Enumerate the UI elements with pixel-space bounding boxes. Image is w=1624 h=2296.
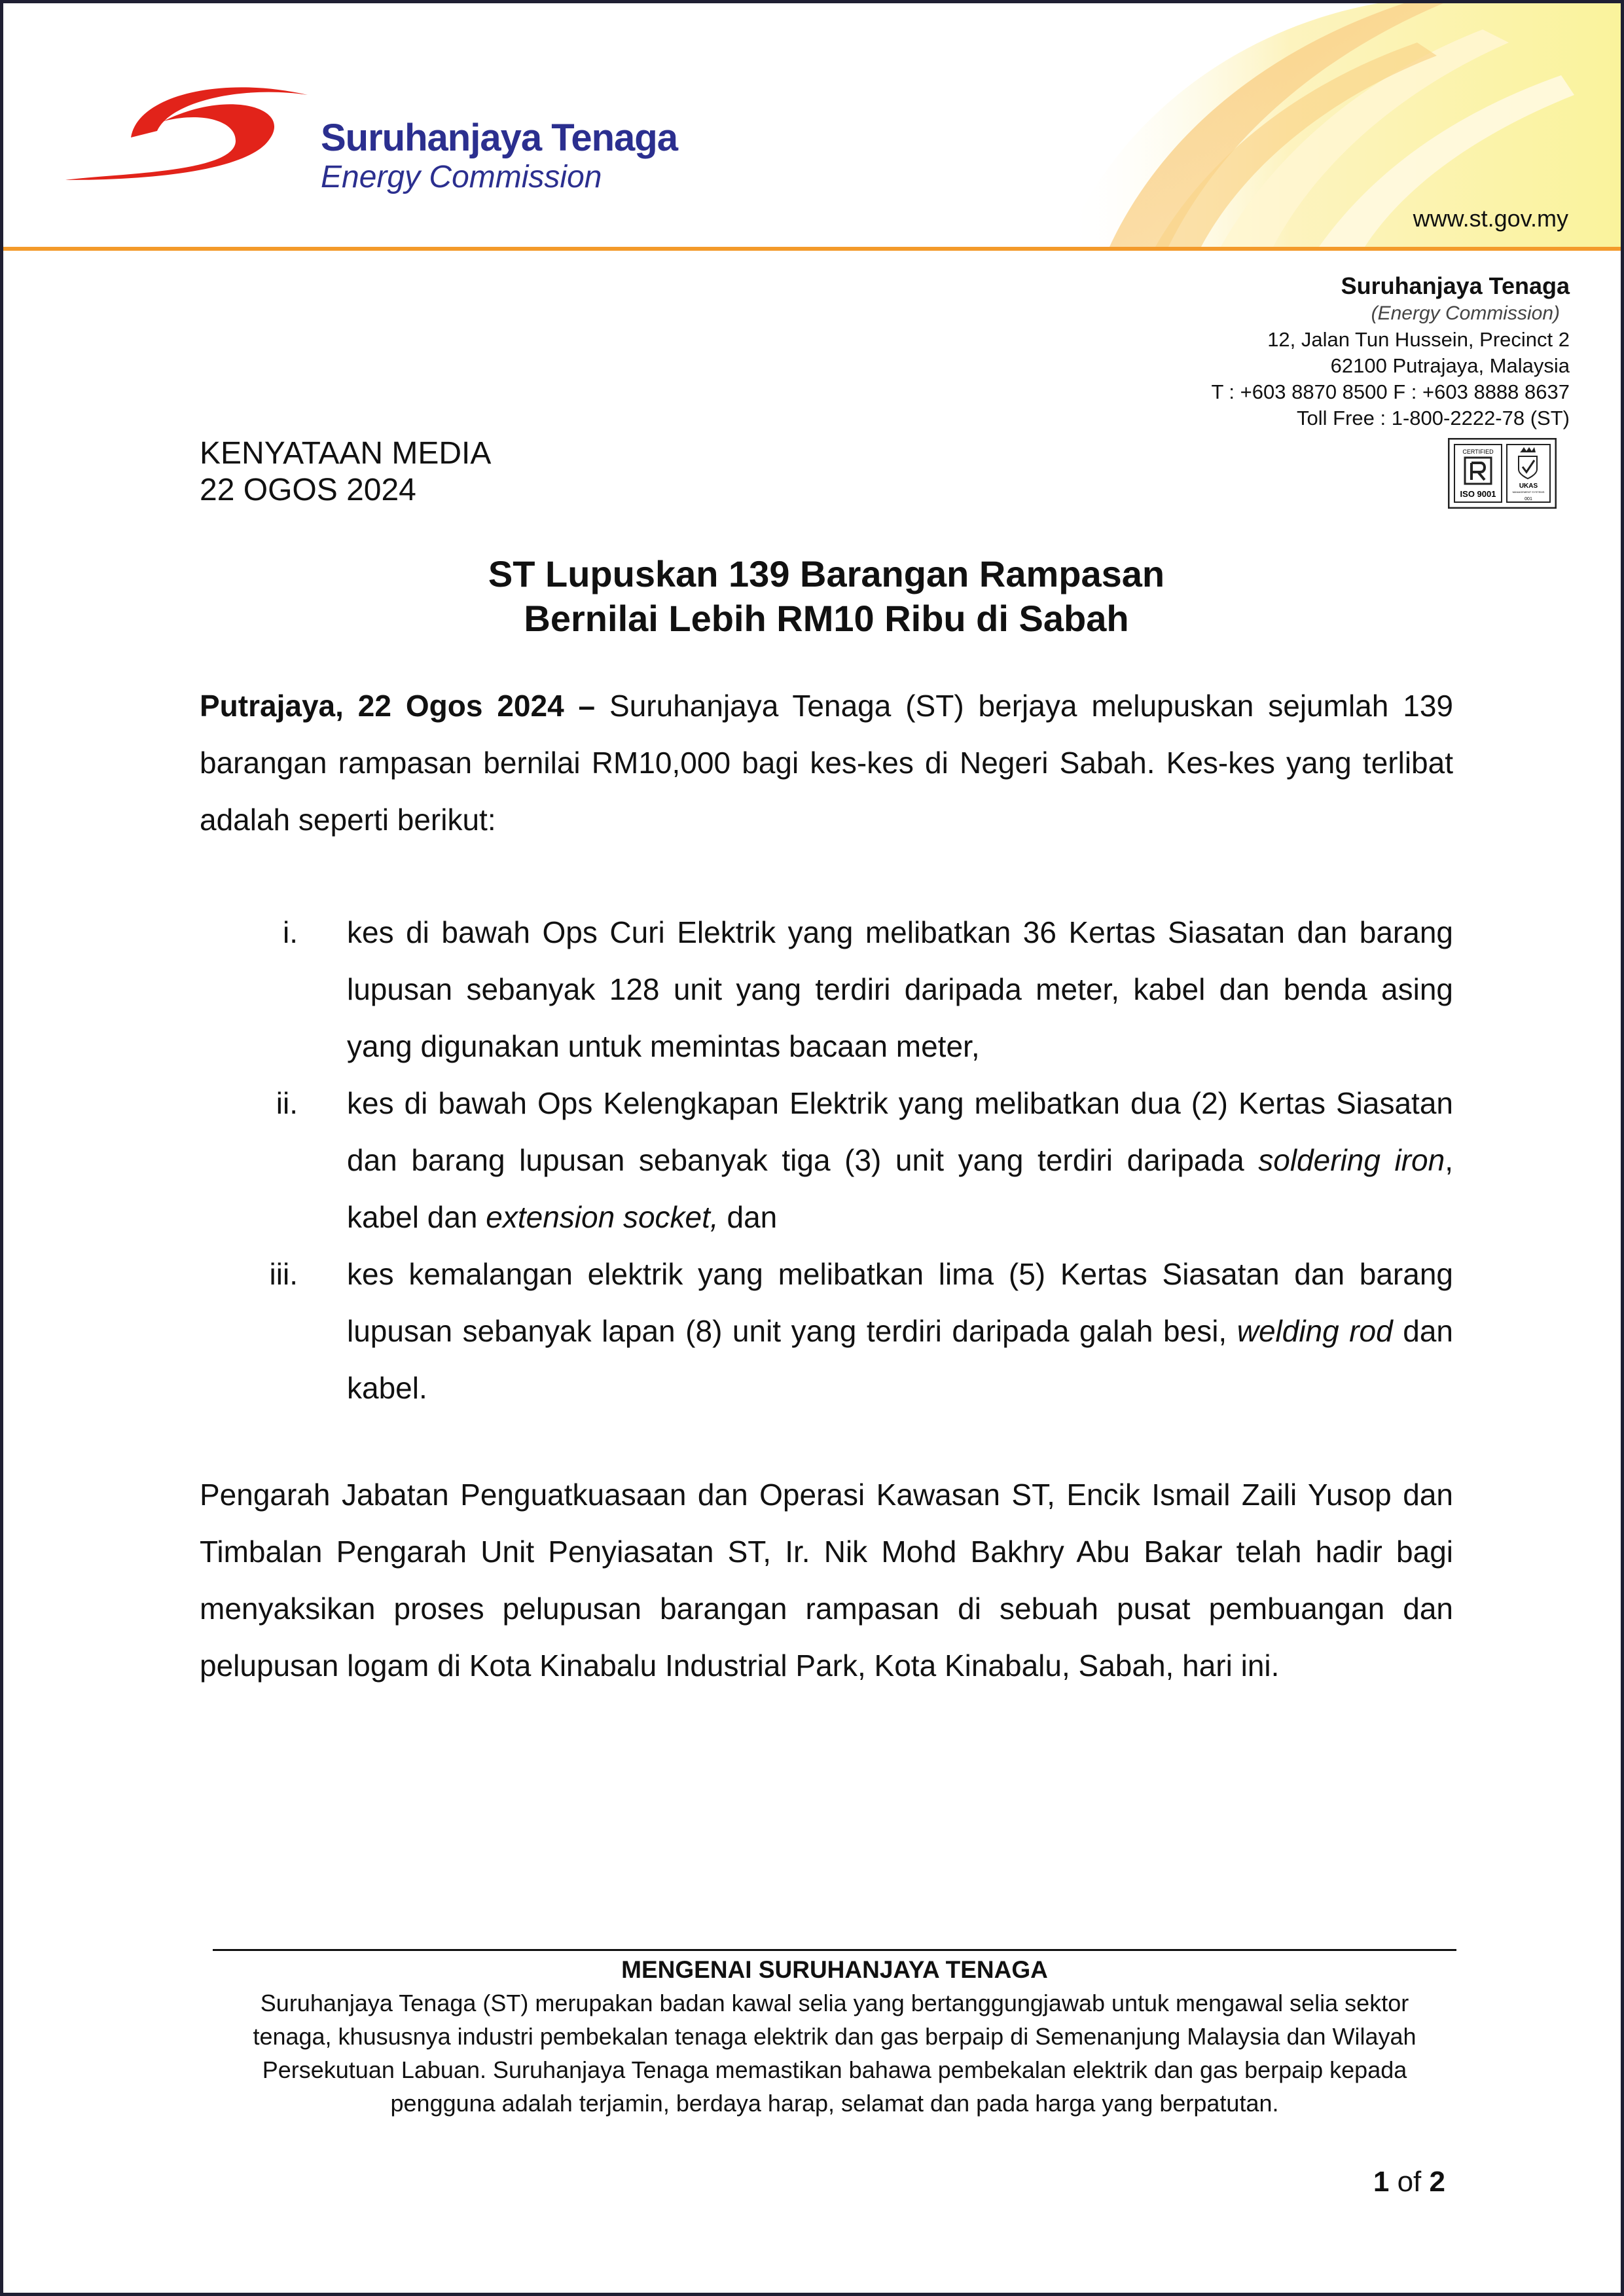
- list-item-text: kes di bawah Ops Curi Elektrik yang melibatkan 36 Kertas Siasatan dan barang lupusan sebanyak 128 unit yang terdiri daripada meter, kabel dan benda asing yang digunakan untuk memintas bacaan meter,: [347, 915, 1453, 1063]
- cert-ukas-sub-text: MANAGEMENT SYSTEMS: [1512, 490, 1545, 494]
- cert-ukas-text: UKAS: [1519, 483, 1538, 490]
- page-current: 1: [1373, 2166, 1390, 2198]
- page-total: 2: [1429, 2166, 1445, 2198]
- cert-iso-text: ISO 9001: [1460, 489, 1496, 499]
- list-item: [200, 1075, 1453, 1246]
- list-item-text: kes di bawah Ops Kelengkapan Elektrik yang melibatkan dua (2) Kertas Siasatan dan barang lupusan sebanyak tiga (3) unit yang terdiri daripada: [347, 1086, 1453, 1177]
- media-date: 22 OGOS 2024: [200, 473, 416, 507]
- address-block: [1211, 272, 1570, 431]
- list-item-number: i.: [283, 915, 298, 949]
- list-item-text: dan kabel.: [347, 1314, 1453, 1405]
- iso-certification-badge-icon: [1448, 438, 1557, 509]
- energy-commission-logo: [59, 75, 681, 200]
- cert-ukas-num-text: 001: [1525, 497, 1532, 501]
- list-item-emphasis: welding rod: [1236, 1314, 1393, 1348]
- about-line: pengguna adalah terjamin, berdaya harap, selamat dan pada harga yang berpatutan.: [390, 2090, 1279, 2117]
- list-item-text: , kabel dan: [347, 1143, 1453, 1234]
- list-item-text: kes kemalangan elektrik yang melibatkan lima (5) Kertas Siasatan dan barang lupusan sebanyak lapan (8) unit yang terdiri daripada galah besi,: [347, 1257, 1453, 1348]
- footer-rule: [213, 1949, 1456, 1951]
- about-section: [213, 1953, 1456, 2120]
- page-of: of: [1389, 2166, 1430, 2198]
- body-paragraph: Pengarah Jabatan Penguatkuasaan dan Operasi Kawasan ST, Encik Ismail Zaili Yusop dan Timbalan Pengarah Unit Penyiasatan ST, Ir. Nik Mohd Bakhry Abu Bakar telah hadir bagi menyaksikan proses pelupusan barangan rampasan di sebuah pusat pembuangan dan pelupusan logam di Kota Kinabalu Industrial Park, Kota Kinabalu, Sabah, hari ini.: [200, 1478, 1453, 1683]
- list-item-emphasis: soldering iron: [1258, 1143, 1445, 1177]
- list-item-emphasis: extension socket,: [486, 1200, 719, 1234]
- list-item-text: dan: [718, 1200, 778, 1234]
- title-line-2: Bernilai Lebih RM10 Ribu di Sabah: [524, 598, 1129, 639]
- case-list: [200, 904, 1453, 1417]
- address-phone: T : +603 8870 8500 F : +603 8888 8637: [1211, 380, 1570, 403]
- address-org-sub: (Energy Commission): [1371, 302, 1560, 324]
- about-line: tenaga, khususnya industri pembekalan tenaga elektrik dan gas berpaip di Semenanjung Malaysia dan Wilayah: [253, 2023, 1416, 2050]
- title-line-1: ST Lupuskan 139 Barangan Rampasan: [488, 553, 1165, 594]
- cert-certified-text: CERTIFIED: [1462, 448, 1494, 455]
- intro-paragraph: [200, 678, 1453, 848]
- website-url[interactable]: www.st.gov.my: [1413, 205, 1568, 232]
- logo-name: Suruhanjaya Tenaga: [321, 117, 677, 159]
- address-tollfree: Toll Free : 1-800-2222-78 (ST): [1297, 407, 1570, 429]
- intro-text: Suruhanjaya Tenaga (ST) berjaya melupuskan sejumlah 139 barangan rampasan bernilai RM10,000 bagi kes-kes di Negeri Sabah. Kes-kes yang terlibat adalah seperti berikut:: [200, 689, 1453, 837]
- list-item-number: ii.: [276, 1086, 298, 1120]
- address-line-2: 62100 Putrajaya, Malaysia: [1330, 354, 1570, 377]
- address-line-1: 12, Jalan Tun Hussein, Precinct 2: [1267, 328, 1570, 351]
- list-item: [200, 1246, 1453, 1417]
- address-org: Suruhanjaya Tenaga: [1341, 272, 1570, 299]
- logo-swoosh-icon: [59, 75, 321, 187]
- press-title: [200, 552, 1453, 641]
- header-orange-rule: [3, 247, 1624, 251]
- intro-lead: Putrajaya, 22 Ogos 2024 –: [200, 689, 596, 723]
- media-label-text: KENYATAAN MEDIA: [200, 436, 492, 471]
- logo-subtitle: Energy Commission: [321, 160, 602, 194]
- media-release-label: [200, 435, 491, 509]
- about-line: Suruhanjaya Tenaga (ST) merupakan badan kawal selia yang bertanggungjawab untuk mengawal selia sektor: [260, 1990, 1409, 2016]
- about-heading: MENGENAI SURUHANJAYA TENAGA: [621, 1956, 1048, 1983]
- page-number: [1373, 2166, 1445, 2198]
- about-line: Persekutuan Labuan. Suruhanjaya Tenaga memastikan bahawa pembekalan elektrik dan gas berpaip kepada: [262, 2056, 1407, 2083]
- list-item-number: iii.: [269, 1257, 298, 1291]
- list-item: [200, 904, 1453, 1075]
